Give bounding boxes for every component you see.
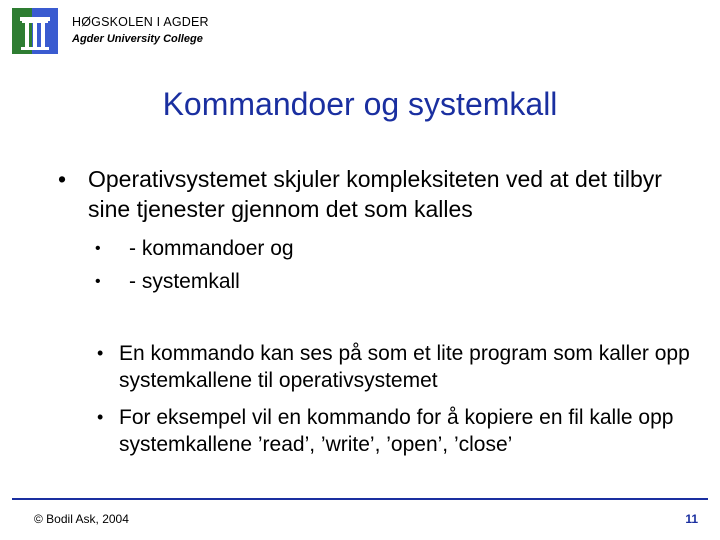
bullet-dot: •: [58, 166, 67, 192]
footer-divider: [12, 498, 708, 500]
footer-copyright: © Bodil Ask, 2004: [34, 512, 129, 526]
sub-item-text: - systemkall: [129, 270, 240, 293]
bullet-dot: •: [95, 240, 101, 257]
level2-bullet-text: For eksempel vil en kommando for å kopiere en fil kalle opp systemkallene ’read’, ’write’, ’open’, ’close’: [119, 406, 674, 456]
bullet-dot: •: [95, 273, 101, 290]
bullet-dot: •: [97, 343, 104, 363]
sub-item-text: - kommandoer og: [129, 237, 294, 260]
bullet-dot: •: [97, 407, 104, 427]
main-bullet-text: Operativsystemet skjuler kompleksiteten ved at det tilbyr sine tjenester gjennom det som kalles: [88, 166, 662, 222]
page-number: 11: [685, 512, 698, 526]
level2-bullet-text: En kommando kan ses på som et lite program som kaller opp systemkallene til operativsystemet: [119, 342, 690, 392]
school-name: HØGSKOLEN I AGDER: [72, 15, 209, 29]
school-subtitle: Agder University College: [72, 33, 203, 45]
school-logo-icon: [12, 8, 58, 54]
slide-title: Kommandoer og systemkall: [162, 86, 558, 122]
